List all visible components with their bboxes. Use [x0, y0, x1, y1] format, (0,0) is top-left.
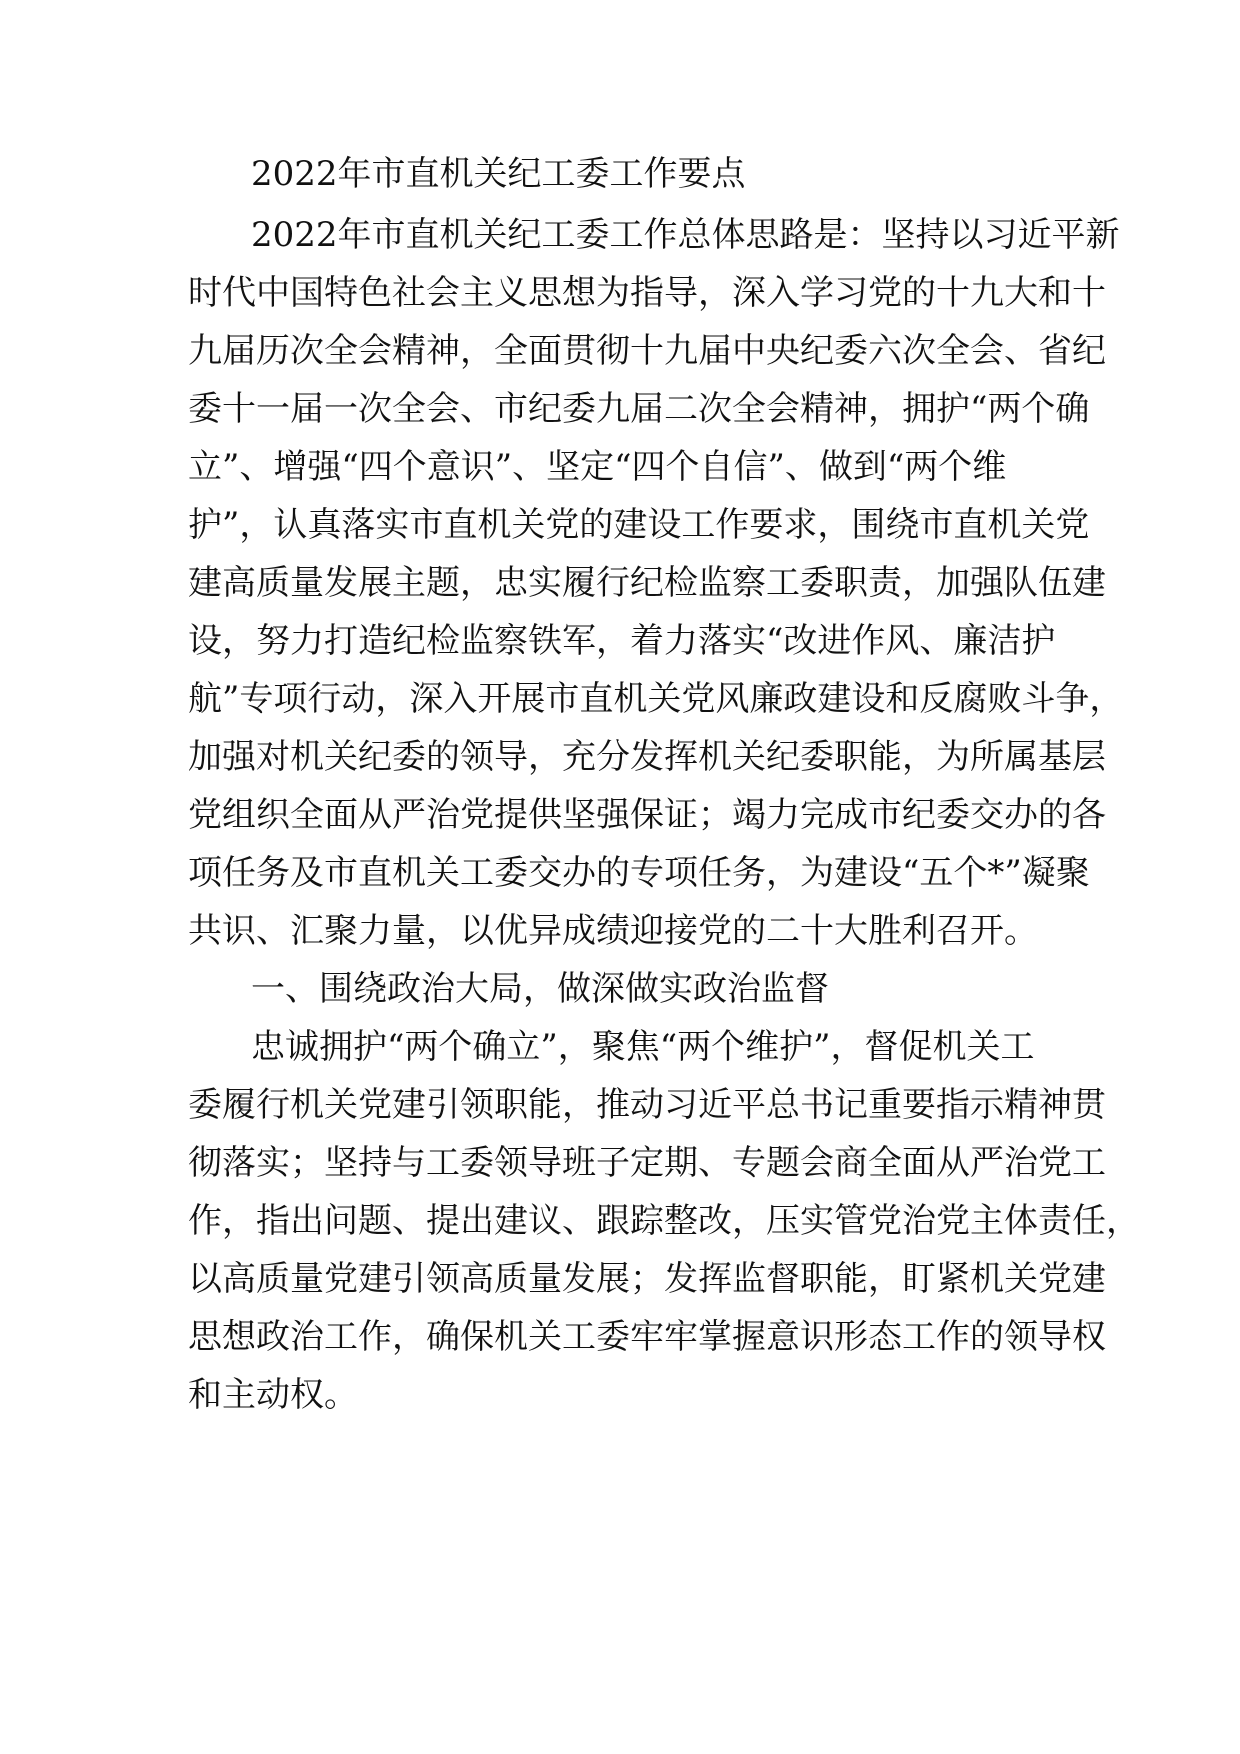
- intro-line-1: 2022年市直机关纪工委工作总体思路是：坚持以习近平新: [251, 215, 1120, 255]
- section1-line-5: 以高质量党建引领高质量发展；发挥监督职能，盯紧机关党建: [188, 1259, 1106, 1299]
- intro-line-2: 时代中国特色社会主义思想为指导，深入学习党的十九大和十: [188, 273, 1106, 313]
- intro-line-8: 设，努力打造纪检监察铁军，着力落实“改进作风、廉洁护: [188, 621, 1056, 661]
- intro-line-9: 航”专项行动，深入开展市直机关党风廉政建设和反腐败斗争，: [188, 679, 1124, 719]
- intro-line-3: 九届历次全会精神，全面贯彻十九届中央纪委六次全会、省纪: [188, 331, 1106, 371]
- section1-line-6: 思想政治工作，确保机关工委牢牢掌握意识形态工作的领导权: [188, 1317, 1106, 1357]
- section1-line-1: 忠诚拥护“两个确立”，聚焦“两个维护”，督促机关工: [251, 1027, 1035, 1067]
- section1-line-2: 委履行机关党建引领职能，推动习近平总书记重要指示精神贯: [188, 1085, 1106, 1125]
- section1-line-7: 和主动权。: [188, 1375, 358, 1415]
- intro-line-12: 项任务及市直机关工委交办的专项任务，为建设“五个*”凝聚: [188, 853, 1090, 893]
- intro-line-13: 共识、汇聚力量，以优异成绩迎接党的二十大胜利召开。: [188, 911, 1038, 951]
- intro-line-7: 建高质量发展主题，忠实履行纪检监察工委职责，加强队伍建: [188, 563, 1106, 603]
- intro-line-5: 立”、增强“四个意识”、坚定“四个自信”、做到“两个维: [188, 447, 1007, 487]
- document-title: 2022年市直机关纪工委工作要点: [251, 154, 746, 194]
- intro-line-11: 党组织全面从严治党提供坚强保证；竭力完成市纪委交办的各: [188, 795, 1106, 835]
- section1-line-4: 作，指出问题、提出建议、跟踪整改，压实管党治党主体责任，: [188, 1201, 1140, 1241]
- section-heading-1: 一、围绕政治大局，做深做实政治监督: [251, 969, 829, 1009]
- intro-line-10: 加强对机关纪委的领导，充分发挥机关纪委职能，为所属基层: [188, 737, 1106, 777]
- intro-line-6: 护”，认真落实市直机关党的建设工作要求，围绕市直机关党: [188, 505, 1090, 545]
- intro-line-4: 委十一届一次全会、市纪委九届二次全会精神，拥护“两个确: [188, 389, 1090, 429]
- section1-line-3: 彻落实；坚持与工委领导班子定期、专题会商全面从严治党工: [188, 1143, 1106, 1183]
